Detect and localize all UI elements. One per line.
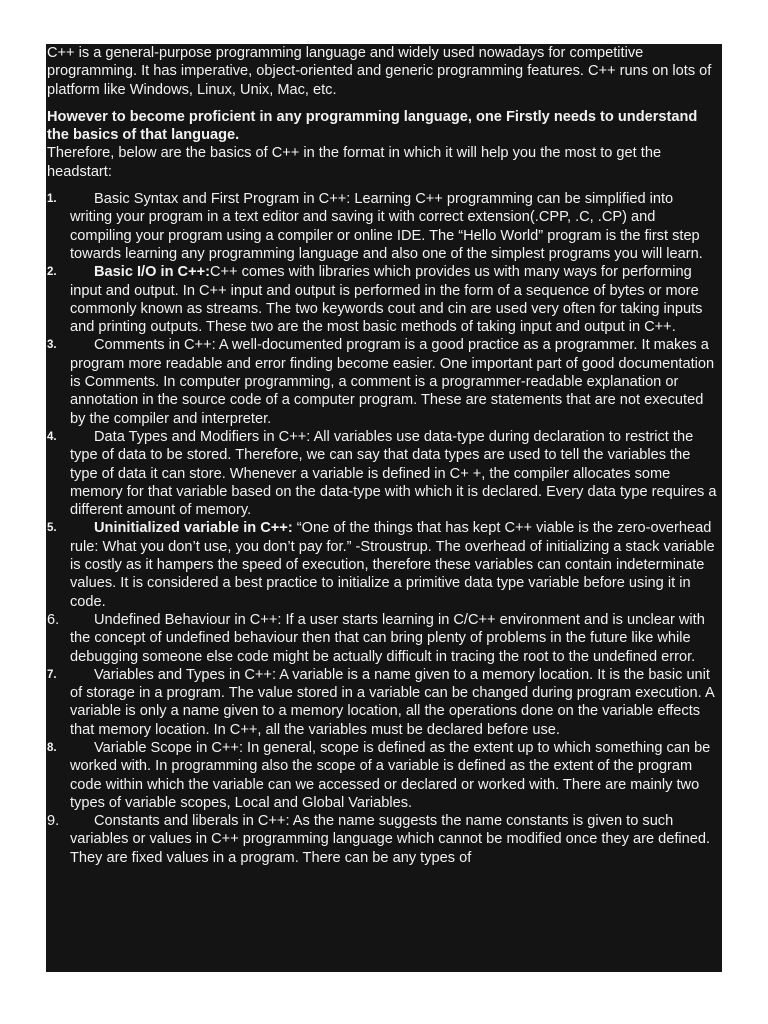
list-item	[47, 611, 718, 666]
item-title: Basic I/O in C++:	[94, 264, 210, 281]
list-item	[47, 739, 718, 812]
item-text: Constants and liberals in C++: As the name suggests the name constants is given to such variables or values in C++ programming language which cannot be modified once they are defined. They are fixed values in a program. There can be any types of	[70, 813, 711, 866]
item-text: Comments in C++: A well-documented program is a good practice as a programmer. It makes a program more readable and error finding become easier. One important part of good documentation is Comments. In computer programming, a comment is a programmer-readable explanation or annotation in the source code of a computer program. These are statements that are not executed by the compiler and interpreter.	[70, 337, 715, 427]
list-item	[47, 190, 718, 263]
item-text: Undefined Behaviour in C++: If a user starts learning in C/C++ environment and is unclear with the concept of undefined behaviour then that can bring plenty of problems in the future like while debugging someone else code might be actually difficult in tracing the root to the undefined error.	[70, 611, 705, 665]
list-item	[47, 263, 718, 336]
item-number: 9.	[47, 813, 60, 830]
item-text: Basic Syntax and First Program in C++: Learning C++ programming can be simplified into writing your program in a text editor and saving it with correct extension(.CPP, .C, .CP) and compiling your program using a compiler or online IDE. The “Hello World” program is the first step towards learning any programming language and also one of the simplest programs you will learn.	[70, 191, 703, 262]
item-text: C++ comes with libraries which provides us with many ways for performing input and output. In C++ input and output is performed in the form of a sequence of bytes or more commonly known as streams. The two keywords cout and cin are used very often for taking inputs and printing outputs. These two are the most basic methods of taking input and output in C++.	[70, 264, 703, 336]
item-text: Variables and Types in C++: A variable is a name given to a memory location. It is the basic unit of storage in a program. The value stored in a variable can be changed during program execution. A variable is only a name given to a memory location, all the operations done on the variable effects that memory location. In C++, all the variables must be declared before use.	[70, 666, 714, 738]
list-item	[47, 519, 718, 610]
basics-list	[47, 190, 718, 867]
item-number: 1.	[47, 193, 57, 206]
item-number: 3.	[47, 339, 57, 352]
item-text: Data Types and Modifiers in C++: All variables use data-type during declaration to restrict the type of data to be stored. Therefore, we can say that data types are used to tell the variables the type of data it can store. Whenever a variable is defined in C+ +, the compiler allocates some memory for that variable based on the data-type with which it is declared. Every data type requires a different amount of memory.	[70, 428, 717, 519]
item-title: Uninitialized variable in C++:	[94, 520, 293, 537]
emphasis-paragraph: However to become proficient in any programming language, one Firstly needs to understand the basics of that language.	[47, 108, 698, 144]
list-item	[47, 812, 718, 867]
lead-in-paragraph: Therefore, below are the basics of C++ in the format in which it will help you the most to get the headstart:	[47, 145, 662, 180]
item-text: Variable Scope in C++: In general, scope is defined as the extent up to which something can be worked with. In programming also the scope of a variable is defined as the extent of the program code within which the variable can we accessed or declared or worked with. There are mainly two types of variable scopes, Local and Global Variables.	[70, 739, 711, 811]
item-number: 7.	[47, 668, 57, 681]
list-item	[47, 666, 718, 739]
intro-paragraph: C++ is a general-purpose programming language and widely used nowadays for competitive programming. It has imperative, object-oriented and generic programming features. C++ runs on lots of platform like Windows, Linux, Unix, Mac, etc.	[47, 45, 712, 98]
item-number: 8.	[47, 741, 57, 754]
item-number: 5.	[47, 522, 57, 535]
document-content	[46, 44, 722, 867]
item-number: 6.	[47, 611, 60, 628]
item-number: 2.	[47, 266, 57, 279]
list-item	[47, 428, 718, 519]
item-text: “One of the things that has kept C++ viable is the zero-overhead rule: What you don’t use, you don’t pay for.” -Stroustrup. The overhead of initializing a stack variable is costly as it hampers the speed of execution, therefore these variables can contain indeterminate values. It is considered a best practice to initialize a primitive data type variable before using it in code.	[70, 520, 715, 610]
item-number: 4.	[47, 430, 57, 443]
document-page	[46, 44, 722, 972]
list-item	[47, 336, 718, 427]
